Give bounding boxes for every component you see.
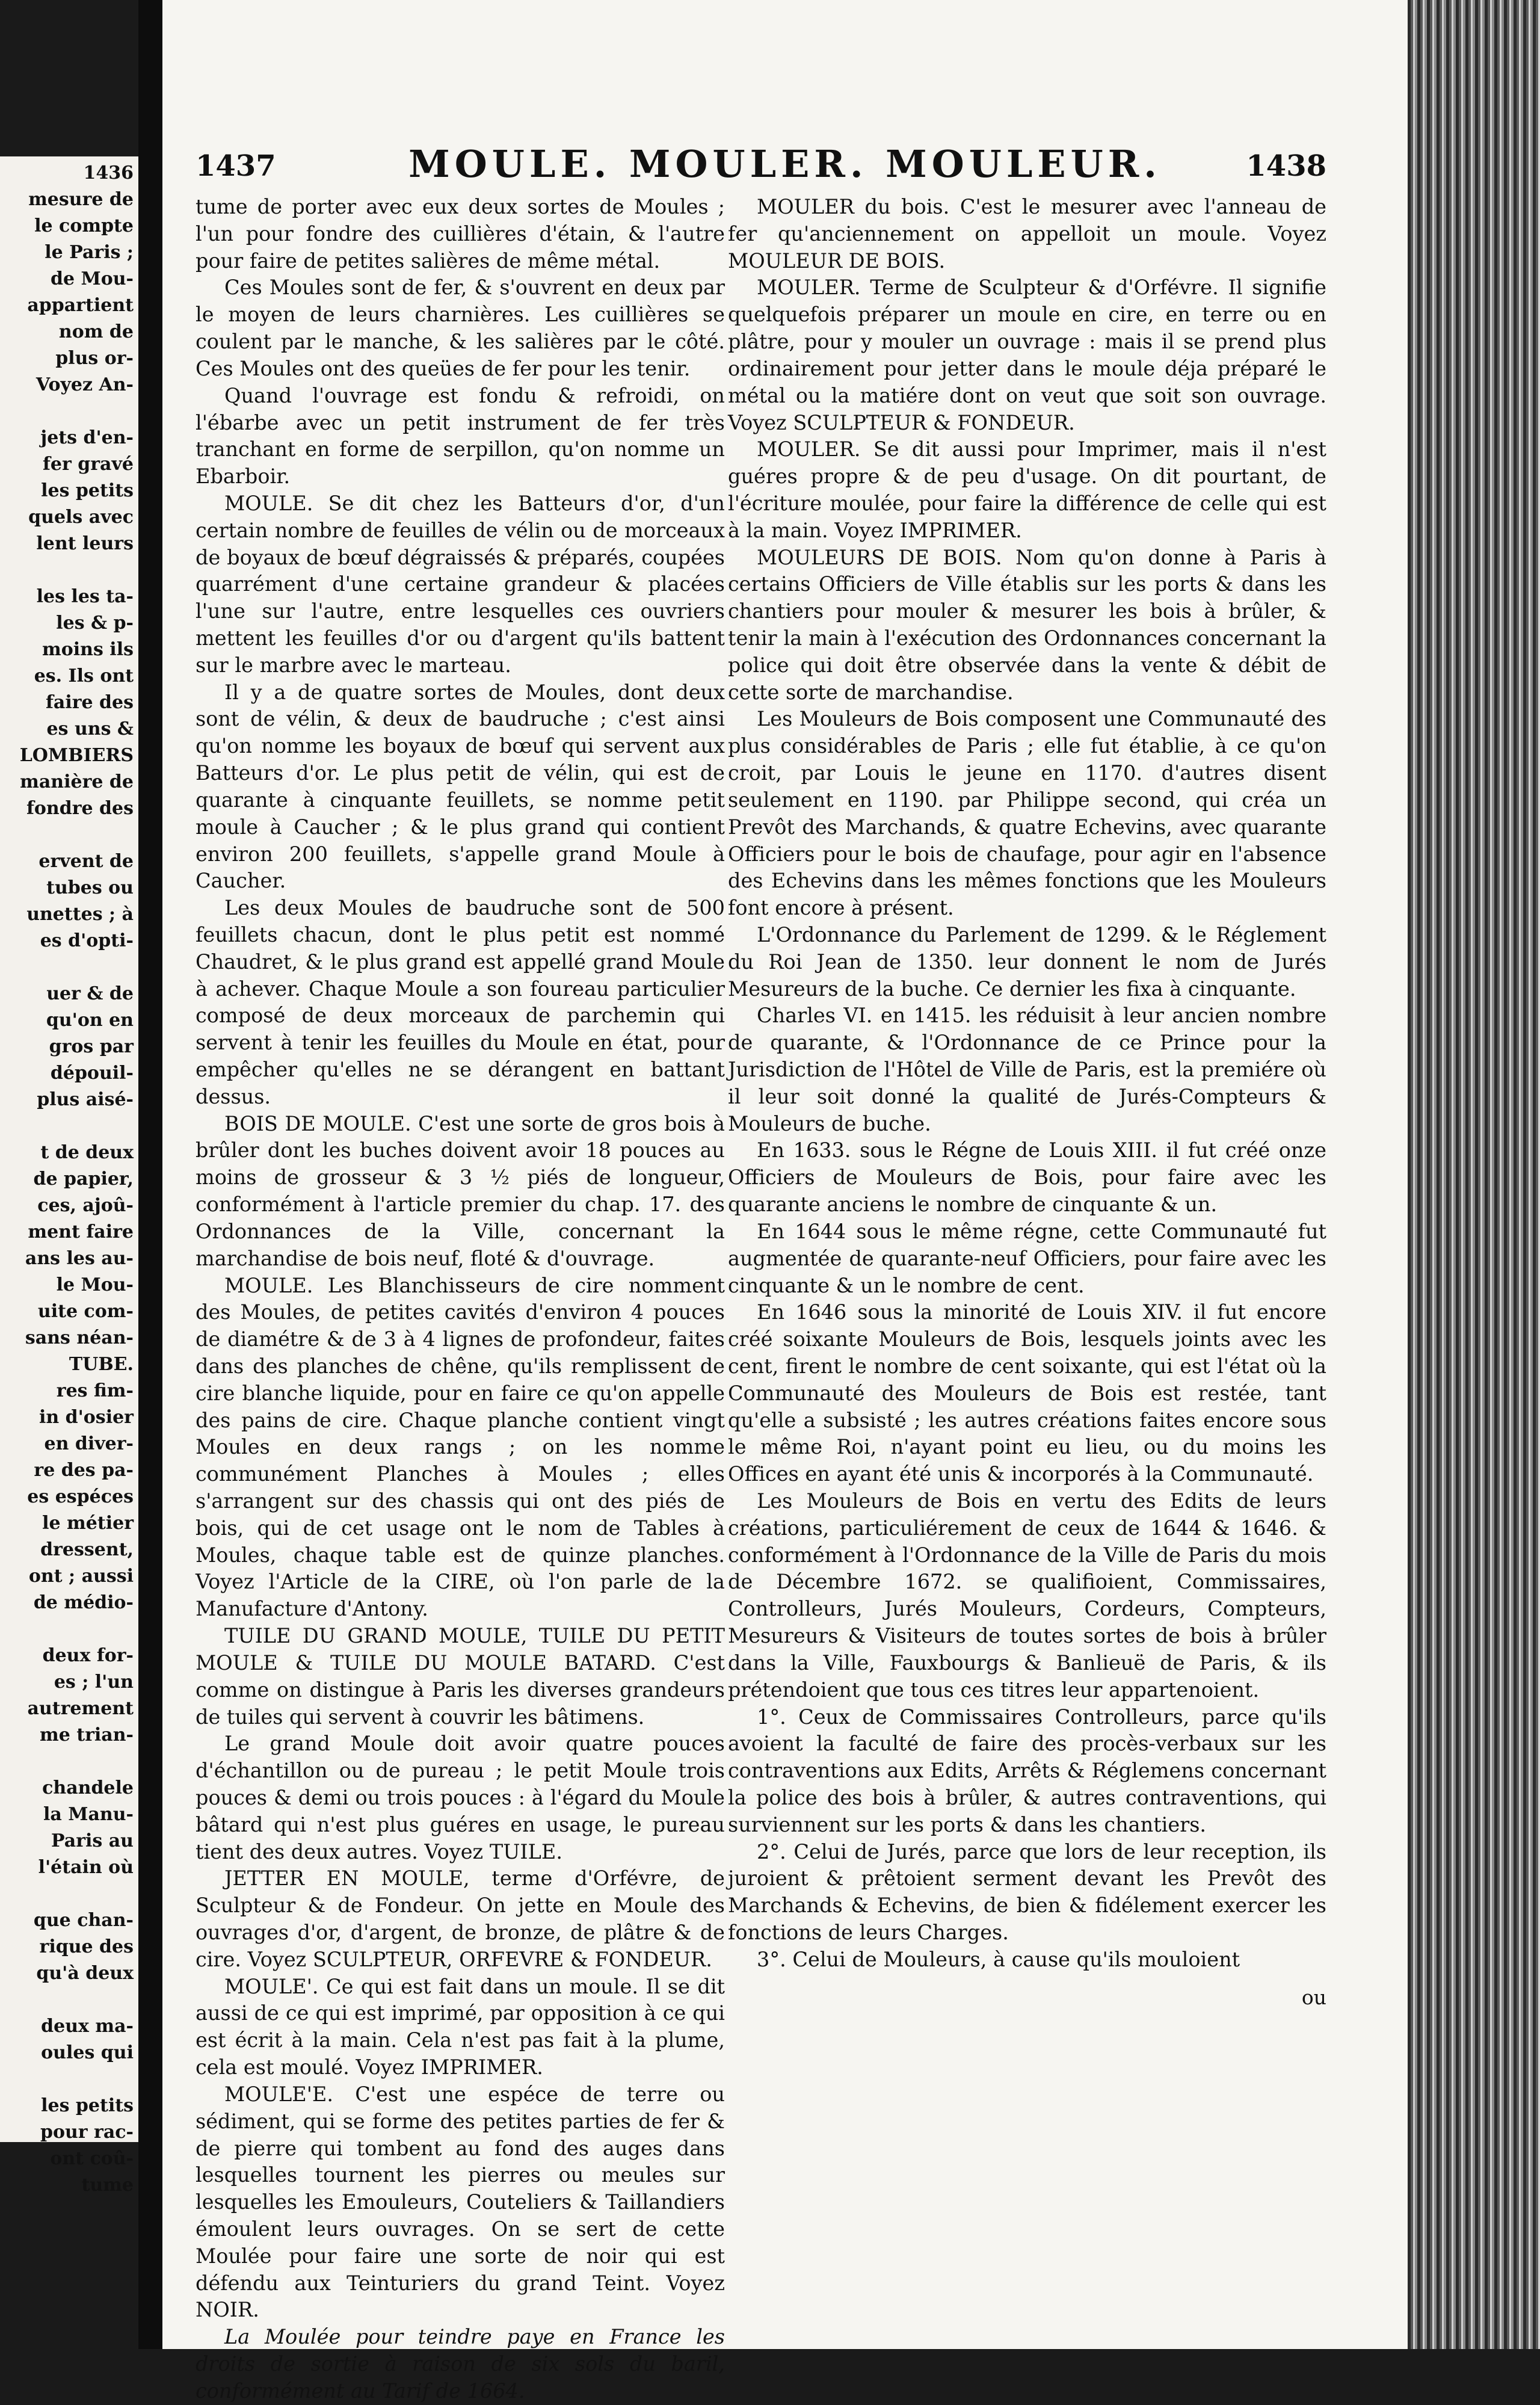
previous-page-line: manière de: [20, 771, 134, 792]
previous-page-line: jets d'en-: [40, 427, 134, 448]
paragraph: Les Mouleurs de Bois en vertu des Edits de leurs créations, particuliérement de ceux de 1644 & 1646. & conformément à l'Ordonnance de la Ville de Paris du mois de Décembre 1672. se qualifioient, Commissaires, Controlleurs, Jurés Mouleurs, Cordeurs, Compteurs, Mesureurs & Visiteurs de toutes sortes de bois à brûler dans la Ville, Fauxbourgs & Banlieuë de Paris, & ils prétendoient que tous ces titres leur appartenoient.: [728, 1489, 1326, 1702]
paragraph: BOIS DE MOULE. C'est une sorte de gros bois à brûler dont les buches doivent avoir 18 pouces au moins de grosseur & 3 ½ piés de longueur, conformément à l'article premier du chap. 17. des Ordonnances de la Ville, concernant la marchandise de bois neuf, floté & d'ouvrage.: [196, 1111, 725, 1270]
paragraph: TUILE DU GRAND MOULE, TUILE DU PETIT MOULE & TUILE DU MOULE BATARD. C'est comme on distingue à Paris les diverses grandeurs de tuiles qui servent à couvrir les bâtimens.: [196, 1624, 725, 1729]
left-column: [196, 194, 725, 2405]
previous-page-line: deux for-: [42, 1645, 134, 1666]
page: [162, 0, 1408, 2403]
previous-page-line: ervent de: [38, 851, 134, 872]
paragraph: La Moulée pour teindre paye en France les droits de sortie à raison de six sols du baril, conformément au Tarif de 1664.: [196, 2325, 725, 2403]
previous-page-line: de médio-: [33, 1592, 134, 1613]
previous-page-line: fondre des: [26, 798, 134, 819]
previous-page-line: le Paris ;: [45, 242, 134, 263]
catchword: ou: [1301, 1986, 1326, 2009]
previous-page-line: fer gravé: [43, 454, 134, 475]
paragraph: MOULE. Se dit chez les Batteurs d'or, d'un certain nombre de feuilles de vélin ou de morceaux de boyaux de bœuf dégraissés & préparés, coupées quarrément d'une certaine grandeur & placées l'une sur l'autre, entre lesquelles ces ouvriers mettent les feuilles d'or ou d'argent qu'ils battent sur le marbre avec le marteau.: [196, 491, 725, 677]
paragraph: 3°. Celui de Mouleurs, à cause qu'ils mouloient: [757, 1947, 1240, 1971]
paragraph: MOULER. Se dit aussi pour Imprimer, mais il n'est guéres propre & de peu d'usage. On dit pourtant, de l'écriture moulée, pour faire la différence de celle qui est à la main. Voyez IMPRIMER.: [728, 437, 1326, 542]
paragraph: Charles VI. en 1415. les réduisit à leur ancien nombre de quarante, & l'Ordonnance de ce Prince pour la Jurisdiction de l'Hôtel de Ville de Paris, est la premiére où il leur soit donné la qualité de Jurés-Compteurs & Mouleurs de buche.: [728, 1004, 1326, 1135]
previous-page-line: ont ; aussi: [28, 1566, 134, 1587]
previous-page-line: mesure de: [28, 189, 134, 210]
previous-page-line: ont coû-: [50, 2148, 134, 2169]
paragraph: Le grand Moule doit avoir quatre pouces d'échantillon ou de pureau ; le petit Moule trois pouces & demi ou trois pouces : à l'égard du Moule bâtard qui n'est plus guéres en usage, le pureau tient des deux autres. Voyez TUILE.: [196, 1732, 725, 1863]
previous-page-line: sans néan-: [25, 1327, 134, 1348]
previous-page-line: uite com-: [37, 1301, 134, 1322]
previous-page-line: de Mou-: [51, 268, 134, 289]
previous-page-line: le compte: [34, 215, 134, 236]
paragraph: Les deux Moules de baudruche sont de 500 feuillets chacun, dont le plus petit est nommé Chaudret, & le plus grand est appellé grand Moule à achever. Chaque Moule a son foureau particulier composé de deux morceaux de parchemin qui servent à tenir les feuilles du Moule en état, pour empêcher qu'elles ne se dérangent en battant dessus.: [196, 896, 725, 1108]
paragraph: JETTER EN MOULE, terme d'Orfévre, de Sculpteur & de Fondeur. On jette en Moule des ouvrages d'or, d'argent, de bronze, de plâtre & de cire. Voyez SCULPTEUR, ORFEVRE & FONDEUR.: [196, 1866, 725, 1971]
paragraph: En 1644 sous le même régne, cette Communauté fut augmentée de quarante-neuf Officiers, pour faire avec les cinquante & un le nombre de cent.: [728, 1219, 1326, 1297]
previous-page-line: les petits: [41, 2095, 134, 2116]
previous-page-line: oules qui: [41, 2042, 134, 2063]
previous-page-line: unettes ; à: [26, 904, 134, 925]
previous-page-line: que chan-: [33, 1910, 134, 1931]
previous-page-line: qu'à deux: [36, 1963, 134, 1984]
previous-page-line: dressent,: [40, 1539, 134, 1560]
previous-page-line: ces, ajoû-: [37, 1195, 134, 1216]
previous-page-line: LOMBIERS: [19, 745, 134, 766]
previous-page-line: es d'opti-: [40, 930, 134, 951]
paragraph: L'Ordonnance du Parlement de 1299. & le Réglement du Roi Jean de 1350. leur donnent le nom de Jurés Mesureurs de la buche. Ce dernier les fixa à cinquante.: [728, 922, 1326, 1001]
paragraph: 1°. Ceux de Commissaires Controlleurs, parce qu'ils avoient la faculté de faire des procès-verbaux sur les contraventions aux Edits, Arrêts & Réglemens concernant la police des bois à brûler, & autres contraventions, qui surviennent sur les ports & dans les chantiers.: [728, 1705, 1326, 1836]
previous-page-line: es ; l'un: [54, 1672, 134, 1693]
paragraph: 2°. Celui de Jurés, parce que lors de leur reception, ils juroient & prêtoient serment devant les Prevôt des Marchands & Echevins, de bien & fidélement exercer les fonctions de leurs Charges.: [728, 1839, 1326, 1944]
page-number-left: 1437: [196, 149, 276, 183]
previous-page-line: me trian-: [39, 1724, 134, 1746]
previous-page-line: TUBE.: [69, 1354, 134, 1375]
paragraph: Les Mouleurs de Bois composent une Communauté des plus considérables de Paris ; elle fut établie, à ce qu'on croit, par Louis le jeune en 1170. d'autres disent seulement en 1190. par Philippe second, qui créa un Prevôt des Marchands, & quatre Echevins, avec quarante Officiers pour le bois de chaufage, pour agir en l'absence des Echevins dans les mêmes fonctions que les Mouleurs font encore à présent.: [728, 707, 1326, 920]
paragraph: MOULEURS DE BOIS. Nom qu'on donne à Paris à certains Officiers de Ville établis sur les ports & dans les chantiers pour mouler & mesurer les bois à brûler, & tenir la main à l'exécution des Ordonnances concernant la police qui doit être observée dans la vente & débit de cette sorte de marchandise.: [728, 545, 1326, 704]
page-header: [162, 142, 1408, 197]
right-column: [728, 194, 1326, 1974]
paragraph: Il y a de quatre sortes de Moules, dont deux sont de vélin, & deux de baudruche ; c'est ainsi qu'on nomme les boyaux de bœuf qui servent aux Batteurs d'or. Le plus petit de vélin, qui est de quarante à cinquante feuillets, se nomme petit moule à Caucher ; & le plus grand qui contient environ 200 feuillets, s'appelle grand Moule à Caucher.: [196, 680, 725, 893]
paragraph: Quand l'ouvrage est fondu & refroidi, on l'ébarbe avec un petit instrument de fer très tranchant en forme de serpillon, qu'on nomme un Ebarboir.: [196, 383, 725, 489]
paragraph: MOULE'E. C'est une espéce de terre ou sédiment, qui se forme des petites parties de fer & de pierre qui tombent au fond des auges dans lesquelles tournent les pierres ou meules sur lesquelles les Emouleurs, Couteliers & Taillandiers émoulent leurs ouvrages. On se sert de cette Moulée pour faire une sorte de noir qui est défendu aux Teinturiers du grand Teint. Voyez NOIR.: [196, 2082, 725, 2322]
previous-page-line: nom de: [58, 321, 134, 342]
previous-page-line: rique des: [39, 1936, 134, 1957]
previous-page-line: es. Ils ont: [34, 665, 134, 687]
previous-page-line: Paris au: [51, 1830, 134, 1851]
previous-page-line: lent leurs: [36, 533, 134, 554]
previous-page-line: res fim-: [56, 1380, 134, 1401]
previous-page-line: in d'osier: [38, 1407, 134, 1428]
previous-page-line: les & p-: [56, 613, 134, 634]
previous-page-line: de papier,: [33, 1169, 134, 1190]
previous-page-line: quels avec: [28, 507, 134, 528]
running-title: MOULE. MOULER. MOULEUR.: [408, 142, 1162, 186]
paragraph: MOULER du bois. C'est le mesurer avec l'anneau de fer qu'anciennement on appelloit un moule. Voyez MOULEUR DE BOIS.: [728, 195, 1326, 273]
previous-page-line: tubes ou: [46, 877, 134, 898]
previous-page-line: les petits: [41, 480, 134, 501]
previous-page-fragment: [0, 156, 138, 2196]
previous-page-line: qu'on en: [46, 1010, 134, 1031]
previous-page-line: dépouil-: [50, 1063, 134, 1084]
paragraph: MOULER. Terme de Sculpteur & d'Orfévre. Il signifie quelquefois préparer un moule en cire, en terre ou en plâtre, pour y mouler un ouvrage : mais il se prend plus ordinairement pour jetter dans le moule déja préparé le métal ou la matiére dont on veut que soit son ouvrage. Voyez SCULPTEUR & FONDEUR.: [728, 276, 1326, 434]
previous-page-line: uer & de: [46, 983, 134, 1004]
previous-page-line: la Manu-: [43, 1804, 134, 1825]
paragraph: tume de porter avec eux deux sortes de Moules ; l'un pour fondre des cuillières d'étain, & l'autre pour faire de petites salières de même métal.: [196, 195, 725, 273]
previous-page-line: en diver-: [44, 1433, 134, 1454]
page-number-right: 1438: [1246, 149, 1326, 183]
previous-page-line: gros par: [49, 1036, 134, 1057]
previous-page-line: pour rac-: [40, 2122, 134, 2143]
book-gutter: [138, 0, 162, 2349]
paragraph: Ces Moules sont de fer, & s'ouvrent en deux par le moyen de leurs charnières. Les cuillières se coulent par le manche, & les salières par le côté. Ces Moules ont des queües de fer pour les tenir.: [196, 276, 725, 380]
previous-page-line: les les ta-: [36, 586, 134, 607]
paragraph: MOULE. Les Blanchisseurs de cire nomment des Moules, de petites cavités d'environ 4 pouces de diamétre & de 3 à 4 lignes de profondeur, faites dans des planches de chêne, qu'ils remplissent de cire blanche liquide, pour en faire ce qu'on appelle des pains de cire. Chaque planche contient vingt Moules en deux rangs ; on les nomme communément Planches à Moules ; elles s'arrangent sur des chassis qui ont des piés de bois, qui de cet usage ont le nom de Tables à Moules, chaque table est de quinze planches. Voyez l'Article de la CIRE, où l'on parle de la Manufacture d'Antony.: [196, 1273, 725, 1621]
previous-page-line: plus aisé-: [37, 1089, 134, 1110]
previous-page-line: chandele: [42, 1777, 134, 1798]
previous-page-line: es espéces: [27, 1486, 134, 1507]
previous-page-line: faire des: [45, 692, 134, 713]
previous-page-line: tume: [81, 2175, 134, 2196]
paragraph: En 1646 sous la minorité de Louis XIV. il fut encore créé soixante Mouleurs de Bois, lesquels joints avec les cent, firent le nombre de cent soixante, qui est l'état où la Communauté des Mouleurs de Bois est restée, tant qu'elle a subsisté ; les autres créations faites encore sous le même Roi, n'ayant point eu lieu, ou du moins les Offices en ayant été unis & incorporés à la Communauté.: [728, 1300, 1326, 1486]
previous-page-line: appartient: [27, 295, 134, 316]
previous-page-line: moins ils: [42, 639, 134, 660]
paragraph: MOULE'. Ce qui est fait dans un moule. Il se dit aussi de ce qui est imprimé, par opposition à ce qui est écrit à la main. Cela n'est pas fait à la plume, cela est moulé. Voyez IMPRIMER.: [196, 1974, 725, 2079]
previous-page-line: plus or-: [55, 348, 134, 369]
previous-page-line: Voyez An-: [35, 374, 134, 395]
previous-page-line: le Mou-: [56, 1274, 134, 1295]
page-stack-edge: [1408, 0, 1540, 2349]
previous-page-line: 1436: [83, 162, 134, 184]
previous-page-line: deux ma-: [41, 2016, 134, 2037]
previous-page-line: autrement: [27, 1698, 134, 1719]
previous-page-line: ans les au-: [25, 1248, 134, 1269]
previous-page-line: t de deux: [40, 1142, 134, 1163]
previous-page-line: l'étain où: [38, 1857, 134, 1878]
previous-page-line: es uns &: [46, 718, 134, 739]
previous-page-line: ment faire: [28, 1221, 134, 1243]
previous-page-line: re des pa-: [34, 1460, 134, 1481]
paragraph: En 1633. sous le Régne de Louis XIII. il fut créé onze Officiers de Mouleurs de Bois, pour faire avec les quarante anciens le nombre de cinquante & un.: [728, 1138, 1326, 1217]
previous-page-line: le métier: [42, 1513, 134, 1534]
